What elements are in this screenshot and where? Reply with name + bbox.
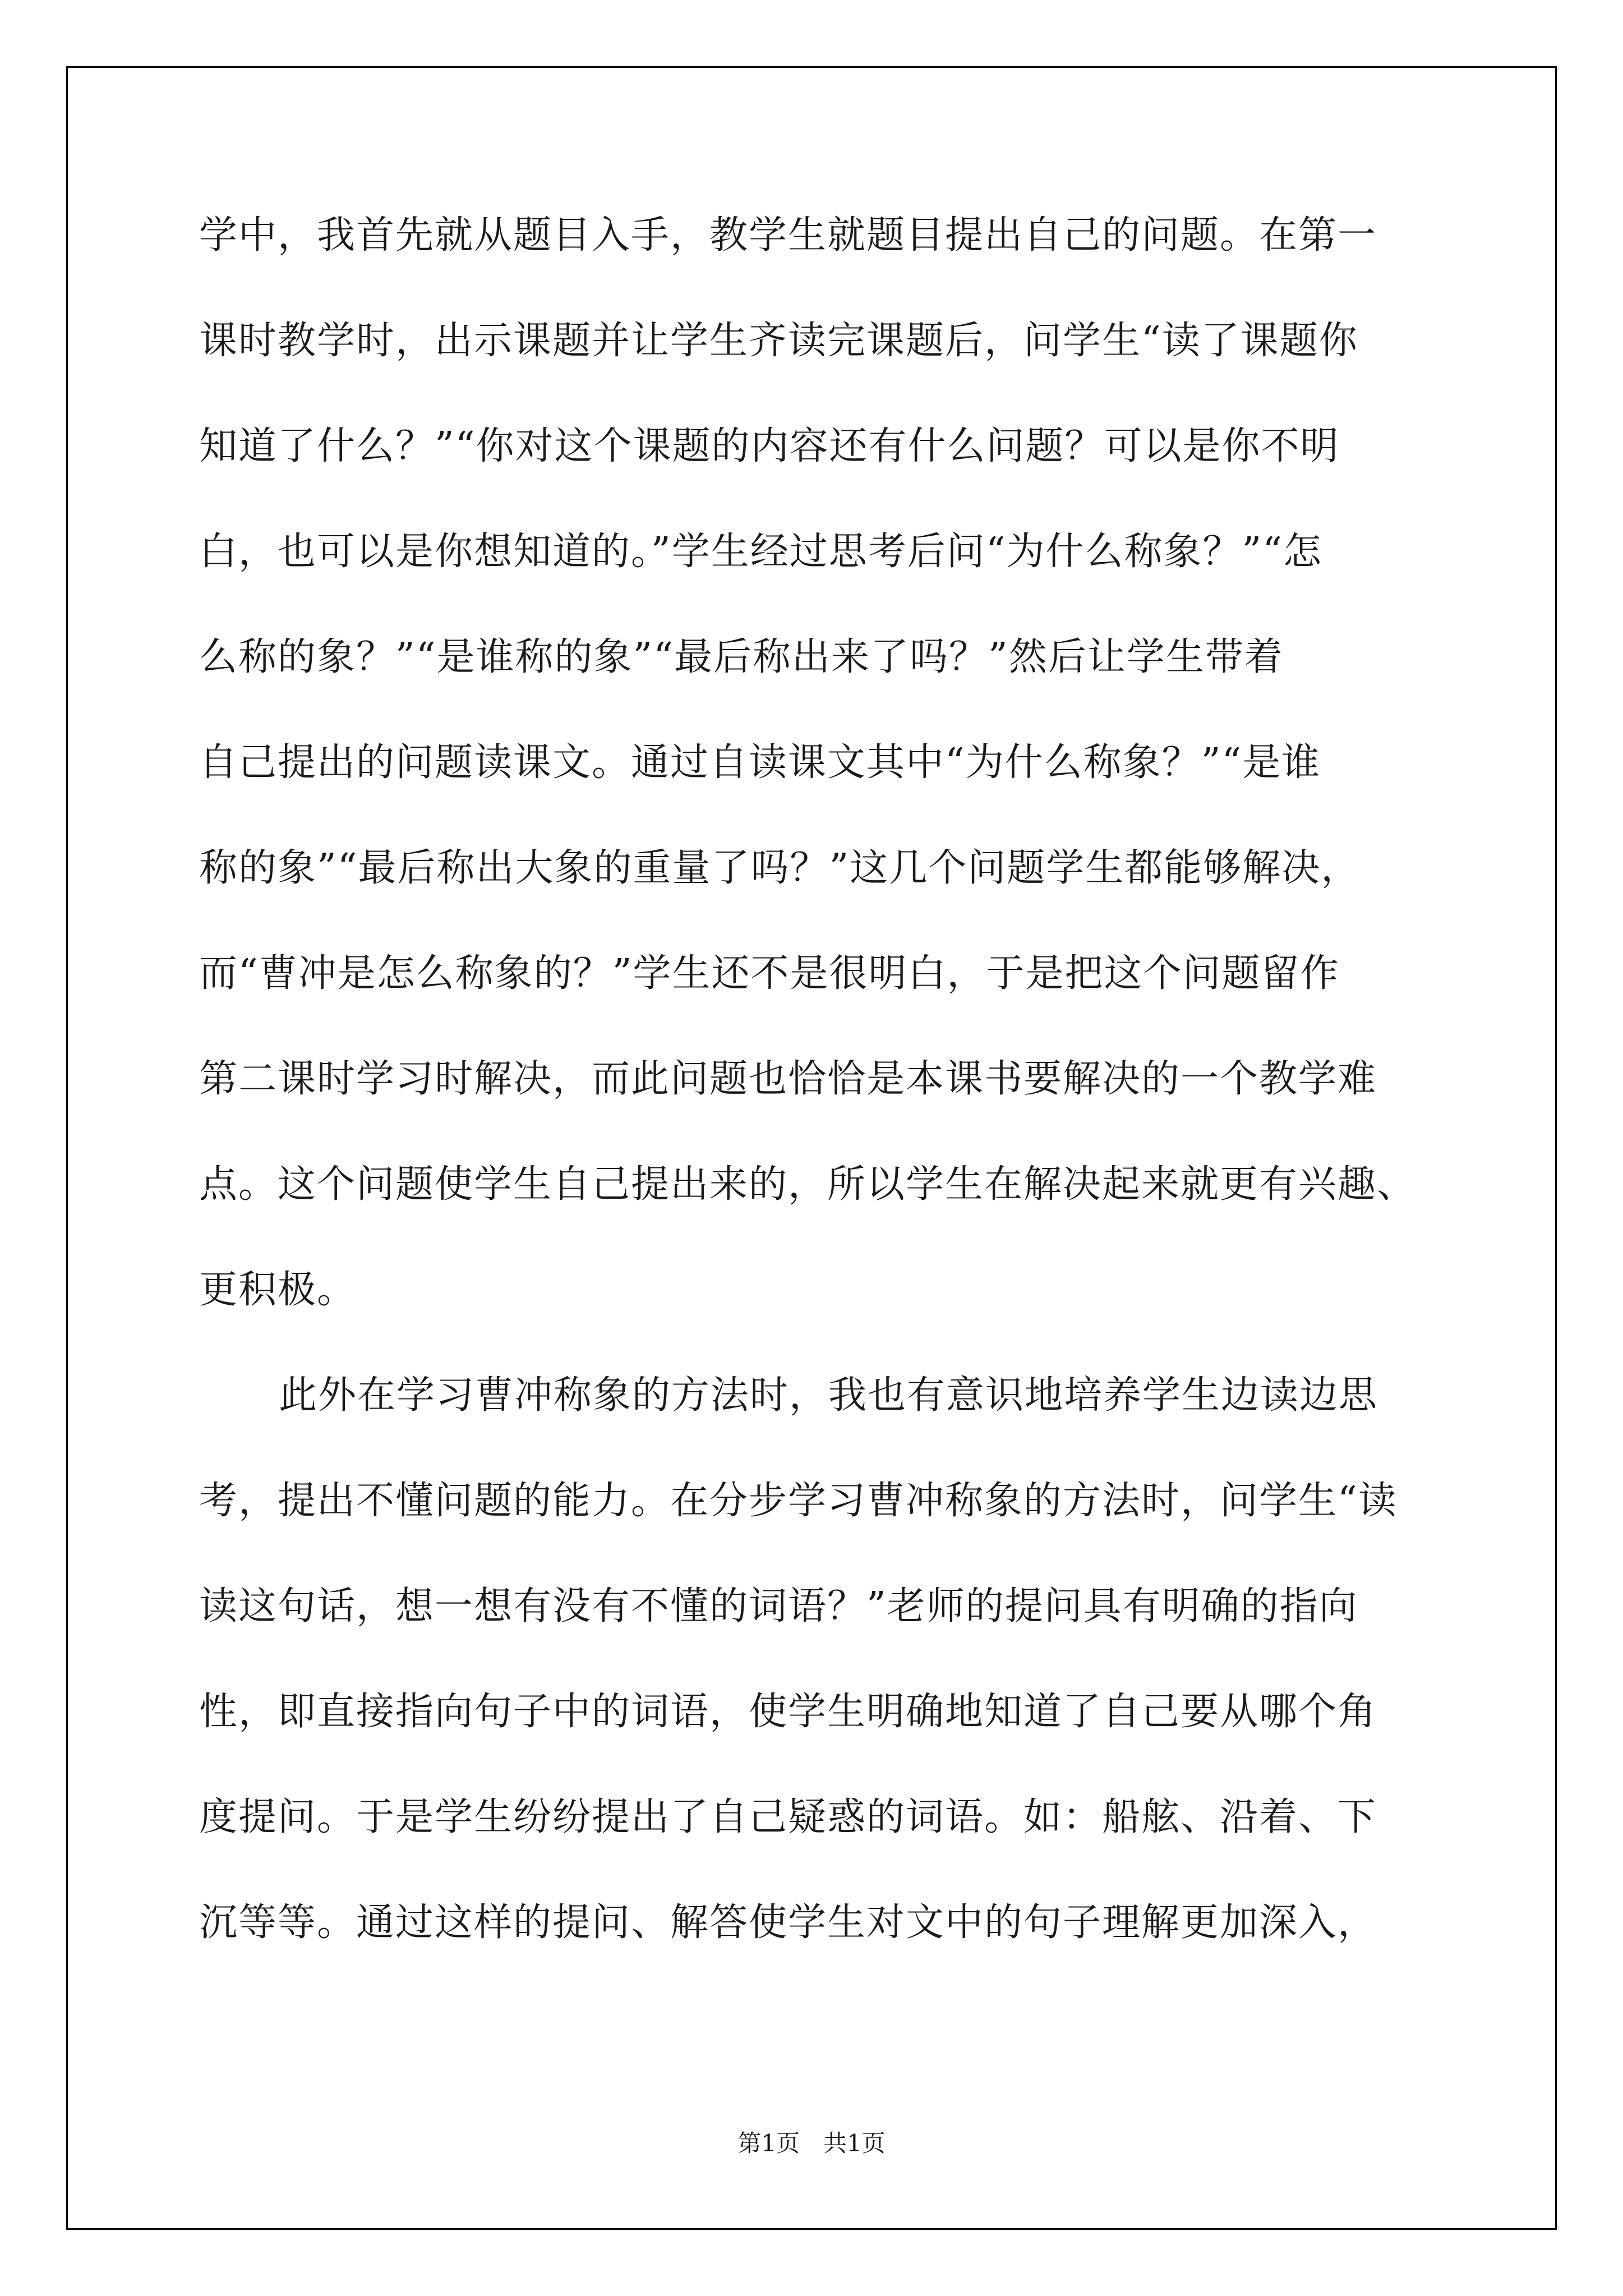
text-line: 而“曹冲是怎么称象的？”学生还不是很明白，于是把这个问题留作 xyxy=(199,951,1340,996)
text-line: 知道了什么？”“你对这个课题的内容还有什么问题？可以是你不明 xyxy=(199,424,1340,468)
text-line: 学中，我首先就从题目入手，教学生就题目提出自己的问题。在第一 xyxy=(199,213,1377,257)
text-line: 读这句话，想一想有没有不懂的词语？”老师的提问具有明确的指向 xyxy=(199,1584,1358,1628)
paragraph-start-line: 此外在学习曹冲称象的方法时，我也有意识地培养学生边读边思 xyxy=(279,1373,1378,1418)
text-line: 更积极。 xyxy=(199,1268,357,1312)
text-line: 考，提出不懂问题的能力。在分步学习曹冲称象的方法时，问学生“读 xyxy=(199,1479,1398,1523)
page-number-footer: 第1页 共1页 xyxy=(737,2129,886,2157)
text-line: 称的象”“最后称出大象的重量了吗？”这几个问题学生都能够解决， xyxy=(199,846,1361,890)
text-line: 沉等等。通过这样的提问、解答使学生对文中的句子理解更加深入， xyxy=(199,1901,1377,1945)
text-line: 度提问。于是学生纷纷提出了自己疑惑的词语。如：船舷、沿着、下 xyxy=(199,1795,1377,1839)
text-line: 么称的象？”“是谁称的象”“最后称出来了吗？”然后让学生带着 xyxy=(199,635,1284,679)
text-line: 自己提出的问题读课文。通过自读课文其中“为什么称象？”“是谁 xyxy=(199,740,1321,785)
document-body xyxy=(199,208,1438,2000)
text-line: 白，也可以是你想知道的。”学生经过思考后问“为什么称象？”“怎 xyxy=(199,530,1323,574)
text-line: 第二课时学习时解决，而此问题也恰恰是本课书要解决的一个教学难 xyxy=(199,1057,1377,1101)
text-line: 课时教学时，出示课题并让学生齐读完课题后，问学生“读了课题你 xyxy=(199,319,1358,363)
text-line: 点。这个问题使学生自己提出来的，所以学生在解决起来就更有兴趣、 xyxy=(199,1162,1417,1207)
text-line: 性，即直接指向句子中的词语，使学生明确地知道了自己要从哪个角 xyxy=(199,1690,1377,1734)
